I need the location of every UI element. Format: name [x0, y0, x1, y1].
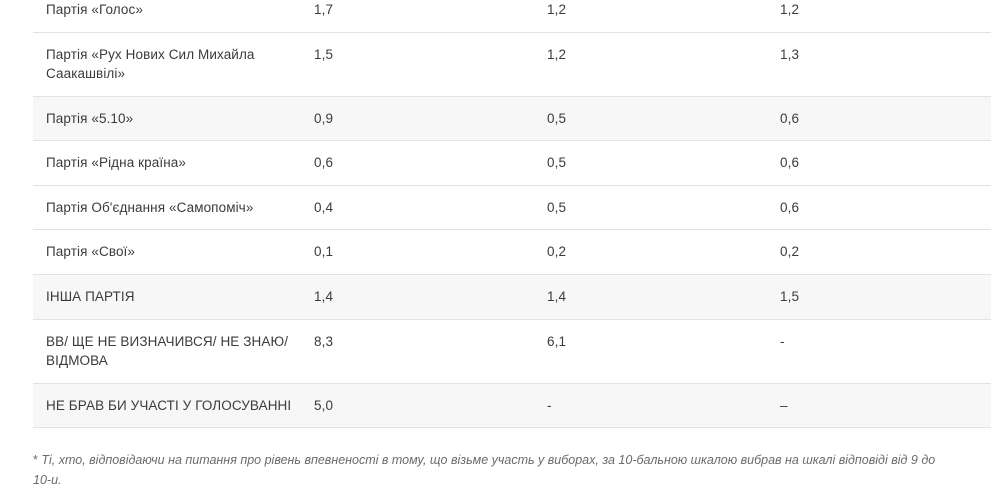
party-name-cell: Партія Об'єднання «Самопоміч»: [33, 185, 302, 230]
value-cell-1: 1,4: [302, 274, 535, 319]
value-cell-2: 6,1: [535, 319, 768, 383]
value-cell-3: 0,6: [768, 185, 991, 230]
value-cell-3: 1,2: [768, 0, 991, 32]
party-name-cell: ІНША ПАРТІЯ: [33, 274, 302, 319]
value-cell-3: -: [768, 319, 991, 383]
value-cell-1: 1,5: [302, 32, 535, 96]
table-row: [33, 0, 991, 32]
value-cell-1: 0,4: [302, 185, 535, 230]
table-row: [33, 185, 991, 230]
table-row: [33, 141, 991, 186]
value-cell-1: 0,6: [302, 141, 535, 186]
value-cell-2: 0,5: [535, 96, 768, 141]
value-cell-2: 1,2: [535, 0, 768, 32]
value-cell-2: 0,2: [535, 230, 768, 275]
value-cell-3: –: [768, 383, 991, 428]
value-cell-3: 1,5: [768, 274, 991, 319]
table-row: [33, 230, 991, 275]
value-cell-1: 5,0: [302, 383, 535, 428]
value-cell-2: 1,2: [535, 32, 768, 96]
value-cell-2: 0,5: [535, 141, 768, 186]
table-row: [33, 274, 991, 319]
party-name-cell: ВВ/ ЩЕ НЕ ВИЗНАЧИВСЯ/ НЕ ЗНАЮ/ ВІДМОВА: [33, 319, 302, 383]
value-cell-2: -: [535, 383, 768, 428]
table-row: [33, 96, 991, 141]
party-name-cell: НЕ БРАВ БИ УЧАСТІ У ГОЛОСУВАННІ: [33, 383, 302, 428]
footnote-text: Ті, хто, відповідаючи на питання про рівень впевненості в тому, що візьме участь у виборах, за 10-бальною шкалою вибрав на шкалі відповіді від 9 до 10-и.: [33, 453, 936, 488]
party-name-cell: Партія «Рідна країна»: [33, 141, 302, 186]
value-cell-2: 1,4: [535, 274, 768, 319]
value-cell-3: 0,6: [768, 96, 991, 141]
party-name-cell: Партія «5.10»: [33, 96, 302, 141]
party-name-cell: Партія «Свої»: [33, 230, 302, 275]
footnote-marker: *: [33, 453, 38, 468]
value-cell-1: 0,9: [302, 96, 535, 141]
value-cell-3: 0,6: [768, 141, 991, 186]
poll-results-table: [33, 0, 991, 428]
table-body: [33, 0, 991, 428]
value-cell-3: 0,2: [768, 230, 991, 275]
value-cell-1: 0,1: [302, 230, 535, 275]
value-cell-1: 8,3: [302, 319, 535, 383]
value-cell-3: 1,3: [768, 32, 991, 96]
value-cell-1: 1,7: [302, 0, 535, 32]
table-row: [33, 32, 991, 96]
value-cell-2: 0,5: [535, 185, 768, 230]
party-name-cell: Партія «Голос»: [33, 0, 302, 32]
table-footnote: [33, 450, 939, 490]
party-name-cell: Партія «Рух Нових Сил Михайла Саакашвілі»: [33, 32, 302, 96]
table-row: [33, 319, 991, 383]
table-row: [33, 383, 991, 428]
